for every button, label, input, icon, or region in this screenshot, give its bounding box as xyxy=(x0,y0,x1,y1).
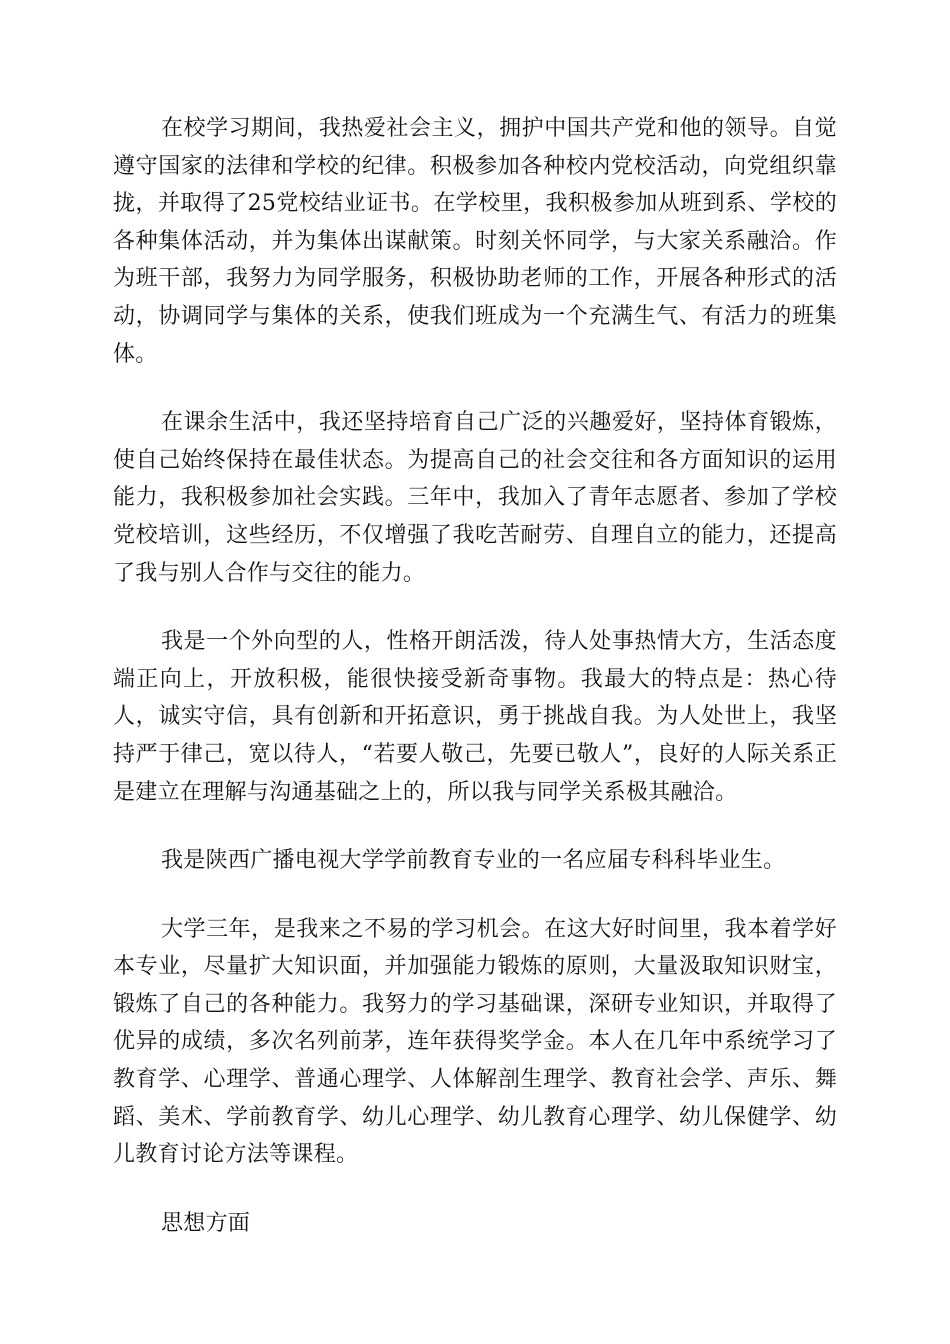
paragraph-graduate-intro: 我是陕西广播电视大学学前教育专业的一名应届专科科毕业生。 xyxy=(161,848,786,874)
section-heading-ideology: 思想方面 xyxy=(161,1210,251,1236)
paragraph-university-study: 大学三年，是我来之不易的学习机会。在这大好时间里，我本着学好本专业，尽量扩大知识面，并加强能力锻炼的原则，大量汲取知识财宝，锻炼了自己的各种能力。我努力的学习基础课，深研专业知识，并取得了优异的成绩，多次名列前茅，连年获得奖学金。本人在几年中系统学习了教育学、心理学、普通心理学、人体解剖生理学、教育社会学、声乐、舞蹈、美术、学前教育学、幼儿心理学、幼儿教育心理学、幼儿保健学、幼儿教育讨论方法等课程。 xyxy=(113,916,837,1168)
paragraph-extracurricular: 在课余生活中，我还坚持培育自己广泛的兴趣爱好，坚持体育锻炼，使自己始终保持在最佳状态。为提高自己的社会交往和各方面知识的运用能力，我积极参加社会实践。三年中，我加入了青年志愿者、参加了学校党校培训，这些经历，不仅增强了我吃苦耐劳、自理自立的能力，还提高了我与别人合作与交往的能力。 xyxy=(113,410,837,586)
paragraph-personality: 我是一个外向型的人，性格开朗活泼，待人处事热情大方，生活态度端正向上，开放积极，能很快接受新奇事物。我最大的特点是：热心待人，诚实守信，具有创新和开拓意识，勇于挑战自我。为人处世上，我坚持严于律己，宽以待人，“若要人敬己，先要已敬人”，良好的人际关系正是建立在理解与沟通基础之上的，所以我与同学关系极其融洽。 xyxy=(113,629,837,805)
paragraph-school-study: 在校学习期间，我热爱社会主义，拥护中国共产党和他的领导。自觉遵守国家的法律和学校的纪律。积极参加各种校内党校活动，向党组织靠拢，并取得了25党校结业证书。在学校里，我积极参加从班到系、学校的各种集体活动，并为集体出谋献策。时刻关怀同学，与大家关系融洽。作为班干部，我努力为同学服务，积极协助老师的工作，开展各种形式的活动，协调同学与集体的关系，使我们班成为一个充满生气、有活力的班集体。 xyxy=(113,116,837,367)
document-body xyxy=(113,110,837,1242)
